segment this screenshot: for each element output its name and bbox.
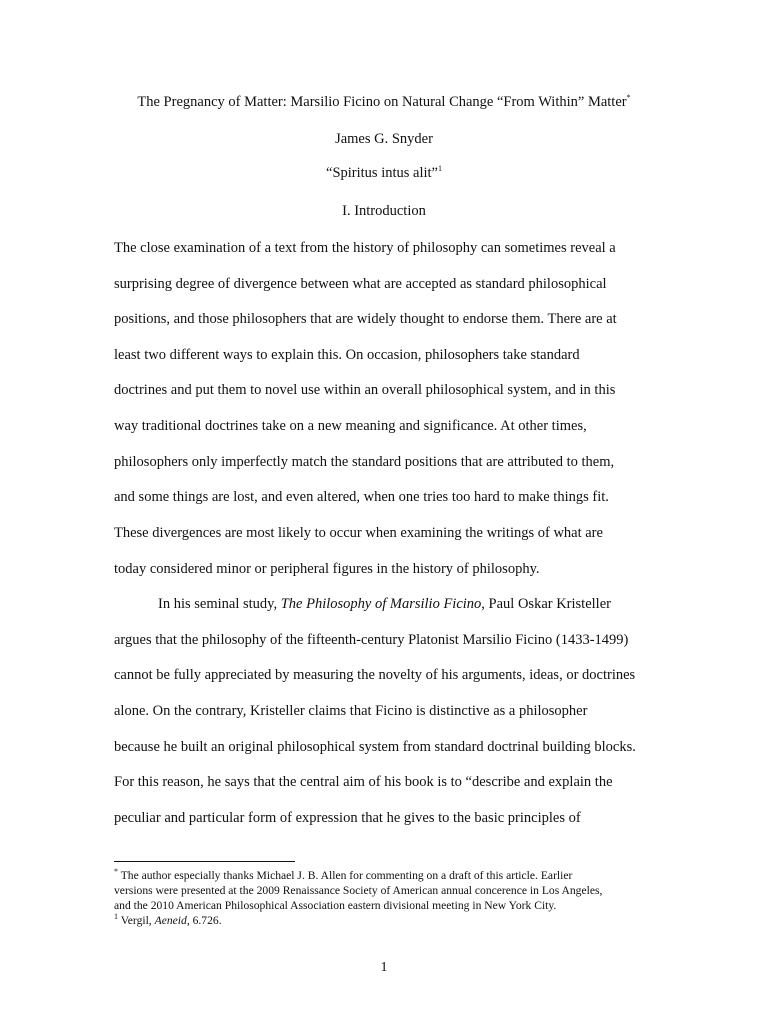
paragraph-1-line: and some things are lost, and even altered, when one tries too hard to make things fit.	[114, 489, 609, 505]
footnote-2-text: , 6.726.	[186, 914, 222, 927]
paragraph-1-line: positions, and those philosophers that are widely thought to endorse them. There are at	[114, 311, 617, 327]
paragraph-2-line: peculiar and particular form of expression that he gives to the basic principles of	[114, 810, 581, 826]
footnote-2-line	[114, 914, 674, 928]
paragraph-2-first-line	[158, 595, 703, 613]
paragraph-1-line: least two different ways to explain this. On occasion, philosophers take standard	[114, 347, 580, 363]
footnote-2-work-title: Aeneid	[154, 914, 187, 927]
paragraph-2-line: For this reason, he says that the central aim of his book is to “describe and explain the	[114, 774, 613, 790]
paragraph-2-text: In his seminal study,	[158, 596, 281, 612]
footnote-1-line	[114, 869, 674, 883]
footnote-1-text: The author especially thanks Michael J. B. Allen for commenting on a draft of this article. Earlier	[118, 869, 573, 882]
paragraph-2-text: , Paul Oskar Kristeller	[481, 596, 611, 612]
paragraph-2-line: alone. On the contrary, Kristeller claims that Ficino is distinctive as a philosopher	[114, 703, 588, 719]
footnote-1-mark: *	[114, 867, 118, 877]
paragraph-2-line: because he built an original philosophical system from standard doctrinal building blocks.	[114, 739, 636, 755]
footnote-2-text: Vergil,	[118, 914, 155, 927]
page-number: 1	[380, 960, 388, 975]
paper-title	[0, 94, 768, 111]
footnote-separator	[114, 861, 295, 862]
paragraph-2-line: argues that the philosophy of the fifteenth-century Platonist Marsilio Ficino (1433-1499)	[114, 632, 629, 648]
paragraph-1-line: doctrines and put them to novel use within an overall philosophical system, and in this	[114, 382, 616, 398]
paragraph-1-line: philosophers only imperfectly match the standard positions that are attributed to them,	[114, 454, 615, 470]
section-heading: I. Introduction	[342, 203, 426, 219]
epigraph-text: “Spiritus intus alit”	[326, 165, 438, 181]
title-footnote-mark: *	[626, 93, 631, 103]
footnote-2-mark: 1	[114, 912, 118, 922]
paragraph-2-line: cannot be fully appreciated by measuring the novelty of his arguments, ideas, or doctrines	[114, 667, 636, 683]
paragraph-1-line: The close examination of a text from the history of philosophy can sometimes reveal a	[114, 240, 616, 256]
epigraph-footnote-mark: 1	[437, 164, 442, 174]
epigraph	[0, 165, 768, 182]
book-title: The Philosophy of Marsilio Ficino	[280, 596, 482, 612]
author-name: James G. Snyder	[335, 131, 433, 147]
footnote-1-line: and the 2010 American Philosophical Association eastern divisional meeting in New York City.	[114, 899, 557, 912]
paragraph-1-line: surprising degree of divergence between what are accepted as standard philosophical	[114, 276, 607, 292]
paragraph-1-line: today considered minor or peripheral figures in the history of philosophy.	[114, 561, 540, 577]
paper-title-text: The Pregnancy of Matter: Marsilio Ficino on Natural Change “From Within” Matter	[137, 94, 627, 110]
paragraph-1-line: These divergences are most likely to occur when examining the writings of what are	[114, 525, 603, 541]
paragraph-1-line: way traditional doctrines take on a new meaning and significance. At other times,	[114, 418, 587, 434]
footnote-1-line: versions were presented at the 2009 Renaissance Society of American annual concerence in Los Angeles,	[114, 884, 603, 897]
